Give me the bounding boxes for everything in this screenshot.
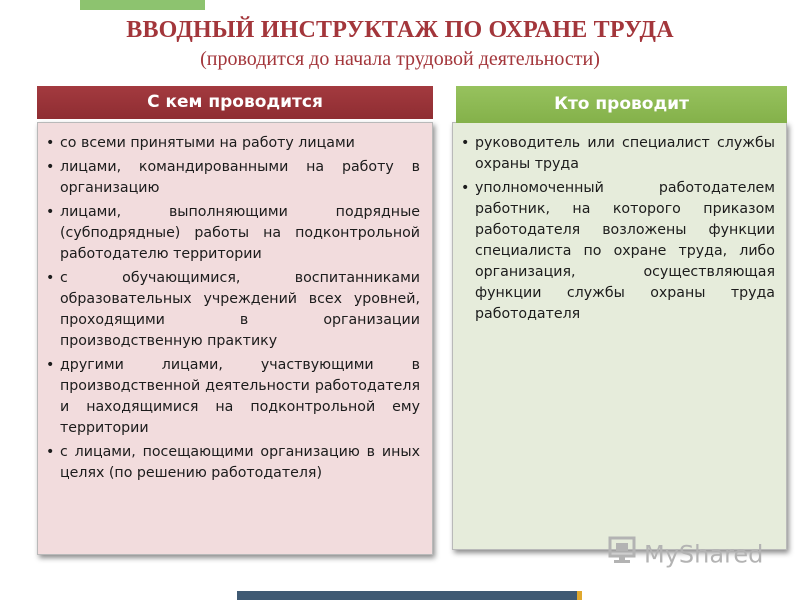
top-accent-bar [80,0,205,10]
right-panel-header: Кто проводит [456,86,787,123]
bottom-bar-accent [577,591,582,600]
left-panel-header: С кем проводится [37,86,433,119]
right-panel [452,122,787,550]
list-item: • уполномоченный работодателем работник, на которого приказом работодателя возложены функции специалиста по охране труда, либо организация, осуществляющая функции службы охраны труда работодателя [475,178,775,325]
list-item: • лицами, выполняющими подрядные (субподрядные) работы на подконтрольной работодателю территории [60,202,420,265]
list-item: • со всеми принятыми на работу лицами [60,133,420,154]
watermark [608,536,768,570]
list-item: • руководитель или специалист службы охраны труда [475,133,775,175]
watermark-text: MyShared [644,540,764,569]
myshared-logo-icon [608,536,640,573]
slide-title: ВВОДНЫЙ ИНСТРУКТАЖ ПО ОХРАНЕ ТРУДА [126,17,674,43]
slide-subtitle: (проводится до начала трудовой деятельности) [200,48,600,70]
bottom-bar [237,591,577,600]
list-item: • лицами, командированными на работу в организацию [60,157,420,199]
right-panel-list [475,133,775,328]
list-item: • с лицами, посещающими организацию в иных целях (по решению работодателя) [60,442,420,484]
left-panel-list [60,133,420,487]
list-item: • с обучающимися, воспитанниками образовательных учреждений всех уровней, проходящими в организации производственную практику [60,268,420,352]
list-item: • другими лицами, участвующими в производственной деятельности работодателя и находящимися на подконтрольной ему территории [60,355,420,439]
left-panel [37,122,433,555]
